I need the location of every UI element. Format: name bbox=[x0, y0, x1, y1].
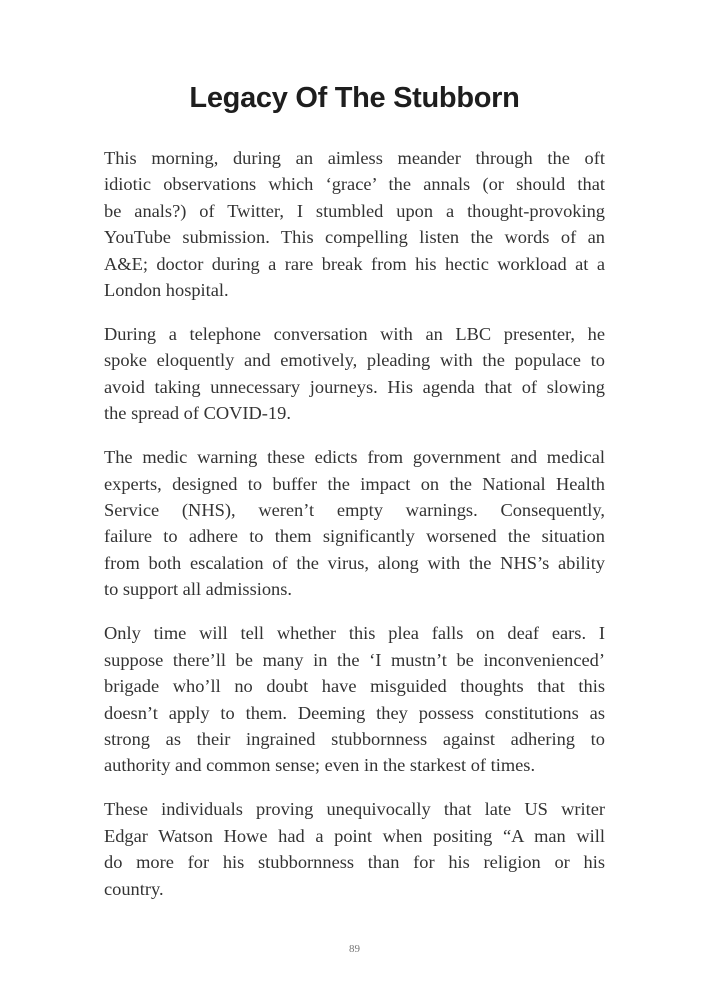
text-line: experts, designed to buffer the impact on the National Health bbox=[104, 473, 605, 494]
text-line: strong as their ingrained stubbornness against adhering to bbox=[104, 728, 605, 749]
page-title: Legacy Of The Stubborn bbox=[189, 82, 520, 114]
paragraph bbox=[104, 321, 605, 427]
text-line: Service (NHS), weren’t empty warnings. Consequently, bbox=[104, 500, 605, 521]
text-line: suppose there’ll be many in the ‘I mustn’t be inconvenienced’ bbox=[104, 649, 605, 670]
text-line: be anals?) of Twitter, I stumbled upon a thought-provoking bbox=[104, 200, 605, 221]
paragraph bbox=[104, 145, 605, 303]
text-line: London hospital. bbox=[104, 280, 229, 301]
text-line: These individuals proving unequivocally that late US writer bbox=[104, 799, 605, 820]
text-line: country. bbox=[104, 878, 164, 899]
body-text bbox=[104, 145, 605, 920]
text-line: the spread of COVID-19. bbox=[104, 403, 291, 424]
paragraph bbox=[104, 444, 605, 602]
text-line: The medic warning these edicts from government and medical bbox=[104, 447, 605, 468]
text-line: doesn’t apply to them. Deeming they possess constitutions as bbox=[104, 702, 605, 723]
text-line: brigade who’ll no doubt have misguided thoughts that this bbox=[104, 676, 605, 697]
text-line: spoke eloquently and emotively, pleading with the populace to bbox=[104, 350, 605, 371]
text-line: A&E; doctor during a rare break from his hectic workload at a bbox=[104, 253, 605, 274]
text-line: to support all admissions. bbox=[104, 579, 292, 600]
text-line: Edgar Watson Howe had a point when positing “A man will bbox=[104, 825, 605, 846]
text-line: idiotic observations which ‘grace’ the annals (or should that bbox=[104, 174, 605, 195]
text-line: from both escalation of the virus, along with the NHS’s ability bbox=[104, 552, 605, 573]
text-line: failure to adhere to them significantly worsened the situation bbox=[104, 526, 605, 547]
text-line: This morning, during an aimless meander through the oft bbox=[104, 148, 605, 168]
paragraph bbox=[104, 796, 605, 902]
page-number: 89 bbox=[349, 943, 360, 955]
text-line: Only time will tell whether this plea falls on deaf ears. I bbox=[104, 623, 605, 644]
text-line: During a telephone conversation with an LBC presenter, he bbox=[104, 324, 605, 345]
text-line: YouTube submission. This compelling listen the words of an bbox=[104, 227, 605, 248]
text-line: avoid taking unnecessary journeys. His agenda that of slowing bbox=[104, 376, 605, 397]
paragraph bbox=[104, 620, 605, 778]
text-line: authority and common sense; even in the starkest of times. bbox=[104, 755, 536, 776]
text-line: do more for his stubbornness than for his religion or his bbox=[104, 852, 605, 873]
